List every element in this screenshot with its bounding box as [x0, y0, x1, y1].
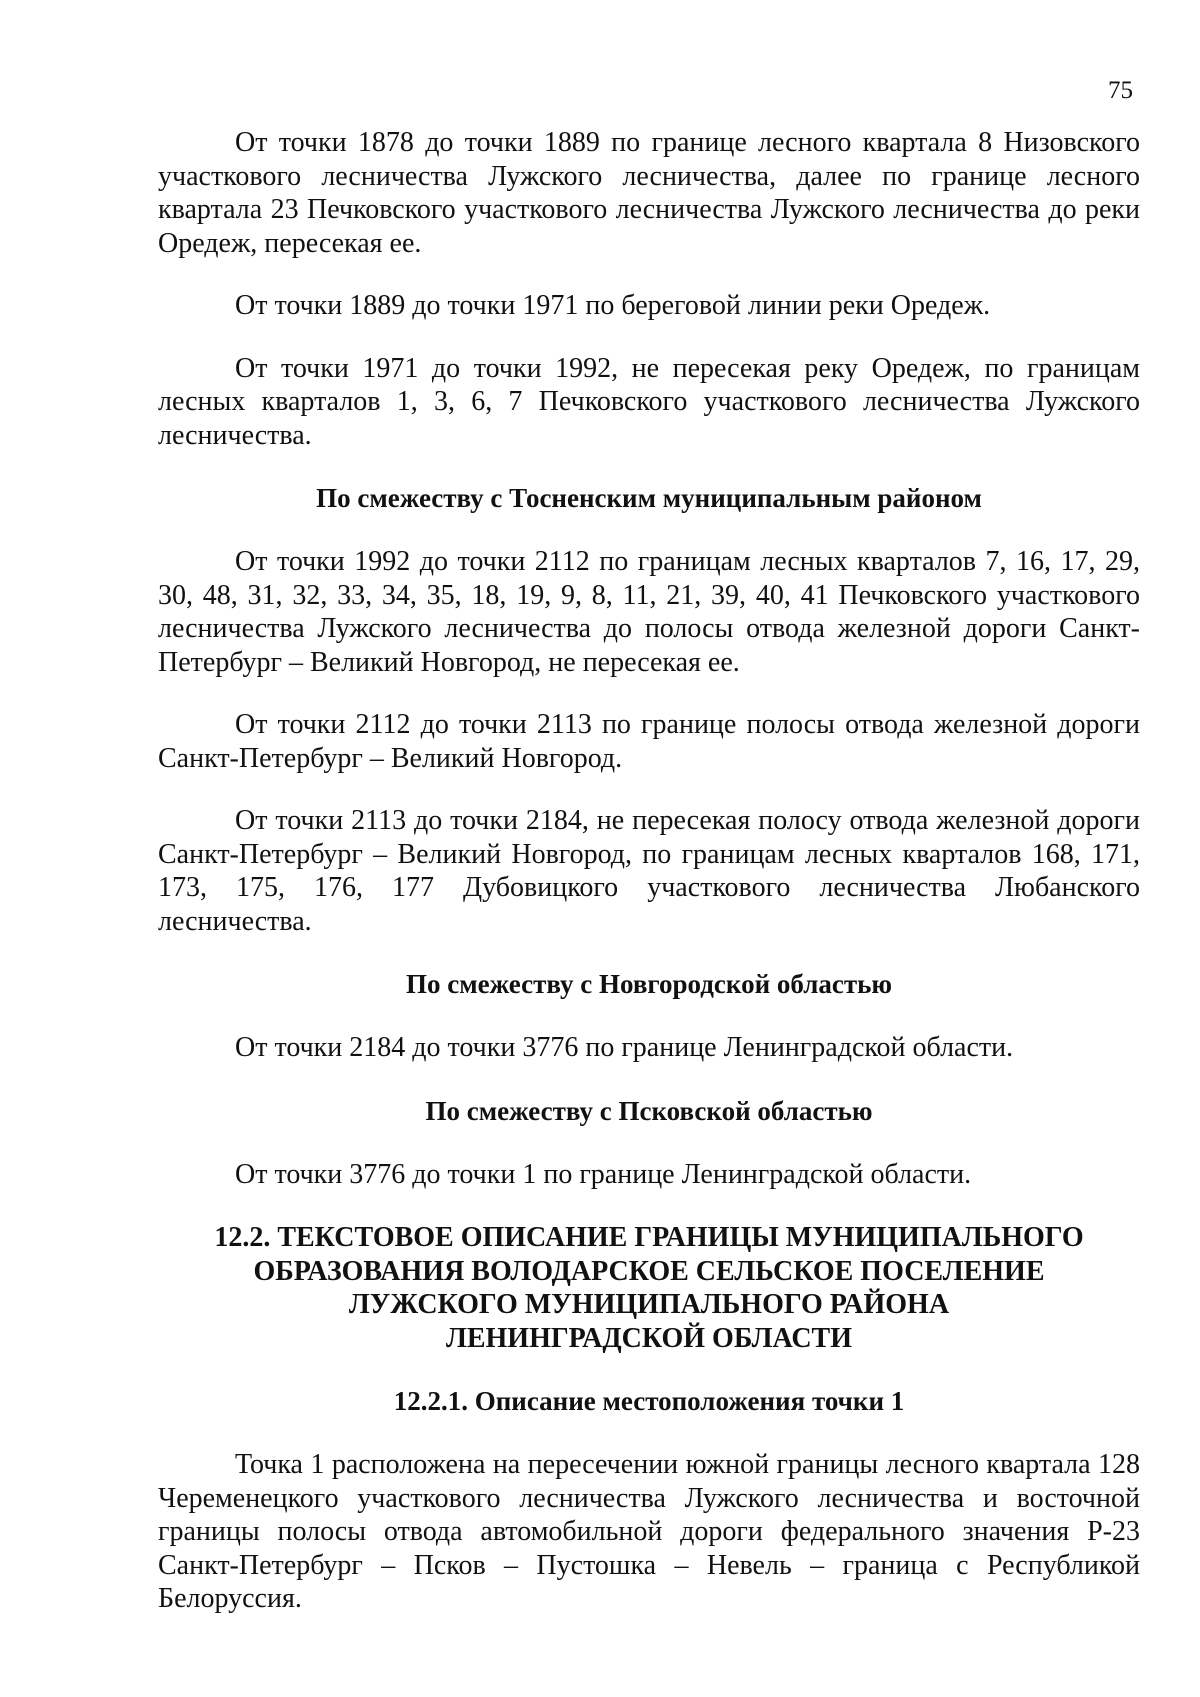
page-content — [158, 126, 1140, 1616]
paragraph-1971-1992: От точки 1971 до точки 1992, не пересекая реку Оредеж, по границам лесных кварталов 1, 3, 6, 7 Печковского участкового лесничества Лужского лесничества. — [158, 352, 1140, 451]
paragraph-1889-1971: От точки 1889 до точки 1971 по береговой линии реки Оредеж. — [235, 290, 991, 321]
section-title-line: ЛУЖСКОГО МУНИЦИПАЛЬНОГО РАЙОНА — [348, 1289, 950, 1320]
paragraph-2113-2184: От точки 2113 до точки 2184, не пересекая полосу отвода железной дороги Санкт-Петербург – Великий Новгород, по границам лесных кварталов 168, 171, 173, 175, 176, 177 Дубовицкого участкового лесничества Любанского лесничества. — [158, 805, 1140, 937]
section-title-12-2 — [158, 1221, 1140, 1355]
page-number: 75 — [1108, 77, 1133, 104]
paragraph-1878-1889: От точки 1878 до точки 1889 по границе лесного квартала 8 Низовского участкового лесничества Лужского лесничества, далее по границе лесного квартала 23 Печковского участкового лесничества Лужского лесничества до реки Оредеж, пересекая ее. — [158, 127, 1140, 259]
section-title-line: ОБРАЗОВАНИЯ ВОЛОДАРСКОЕ СЕЛЬСКОЕ ПОСЕЛЕНИЕ — [253, 1255, 1045, 1287]
paragraph-3776-1: От точки 3776 до точки 1 по границе Ленинградской области. — [235, 1158, 972, 1190]
heading-tosno-district: По смежеству с Тосненским муниципальным районом — [316, 483, 982, 513]
paragraph-2184-3776: От точки 2184 до точки 3776 по границе Ленинградской области. — [235, 1032, 1014, 1063]
section-title-line: ЛЕНИНГРАДСКОЙ ОБЛАСТИ — [445, 1322, 853, 1354]
heading-12-2-1: 12.2.1. Описание местоположения точки 1 — [393, 1386, 905, 1416]
paragraph-2112-2113: От точки 2112 до точки 2113 по границе полосы отвода железной дороги Санкт-Петербург – Великий Новгород. — [158, 709, 1140, 774]
heading-novgorod-region: По смежеству с Новгородской областью — [405, 969, 893, 999]
paragraph-1992-2112: От точки 1992 до точки 2112 по границам лесных кварталов 7, 16, 17, 29, 30, 48, 31, 32, 33, 34, 35, 18, 19, 9, 8, 11, 21, 39, 40, 41 Печковского участкового лесничества Лужского лесничества до полосы отвода железной дороги Санкт-Петербург – Великий Новгород, не пересекая ее. — [158, 546, 1140, 678]
heading-pskov-region: По смежеству с Псковской областью — [425, 1095, 873, 1126]
paragraph-point-1-location: Точка 1 расположена на пересечении южной границы лесного квартала 128 Череменецкого участкового лесничества Лужского лесничества и восточной границы полосы отвода автомобильной дороги федерального значения Р-23 Санкт-Петербург – Псков – Пустошка – Невель – граница с Республикой Белоруссия. — [158, 1449, 1140, 1614]
section-title-line: 12.2. ТЕКСТОВОЕ ОПИСАНИЕ ГРАНИЦЫ МУНИЦИПАЛЬНОГО — [214, 1222, 1084, 1253]
